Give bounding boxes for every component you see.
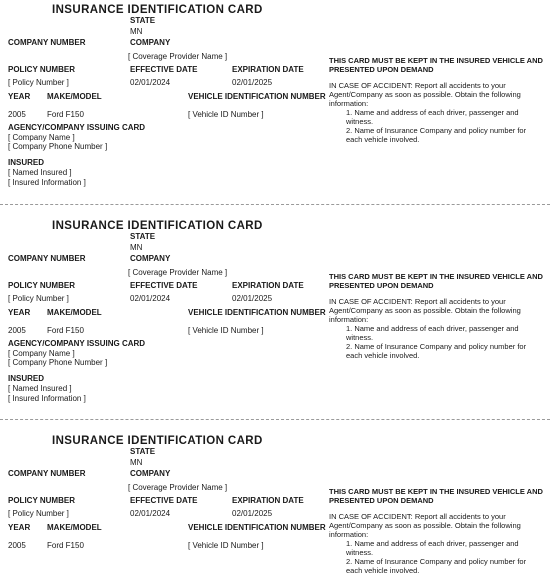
effective-date-value: 02/01/2024 [130, 509, 171, 518]
company-label: COMPANY [130, 254, 171, 263]
make-model-label: MAKE/MODEL [47, 92, 102, 101]
state-value: MN [130, 27, 143, 36]
policy-number-value: [ Policy Number ] [8, 509, 69, 518]
company-phone-value: [ Company Phone Number ] [8, 358, 108, 367]
company-number-label: COMPANY NUMBER [8, 38, 86, 47]
policy-number-value: [ Policy Number ] [8, 294, 69, 303]
effective-date-label: EFFECTIVE DATE [130, 496, 198, 505]
notice-intro: IN CASE OF ACCIDENT: Report all accidents to your Agent/Company as soon as possible. Obtain the following information: [329, 81, 521, 108]
year-value: 2005 [8, 110, 26, 119]
accident-notice [329, 56, 543, 144]
policy-number-value: [ Policy Number ] [8, 78, 69, 87]
expiration-date-value: 02/01/2025 [232, 509, 273, 518]
effective-date-label: EFFECTIVE DATE [130, 281, 198, 290]
policy-number-label: POLICY NUMBER [8, 65, 75, 74]
insured-label: INSURED [8, 374, 45, 383]
vin-label: VEHICLE IDENTIFICATION NUMBER [188, 92, 326, 101]
id-card-3 [0, 431, 550, 575]
make-model-value: Ford F150 [47, 541, 84, 550]
notice-item-2: 2. Name of Insurance Company and policy number for each vehicle involved. [346, 342, 527, 360]
card-title: INSURANCE IDENTIFICATION CARD [52, 4, 263, 16]
year-label: YEAR [8, 92, 31, 101]
company-phone-value: [ Company Phone Number ] [8, 142, 108, 151]
expiration-date-label: EXPIRATION DATE [232, 281, 304, 290]
state-label: STATE [130, 447, 156, 456]
insured-label: INSURED [8, 158, 45, 167]
make-model-label: MAKE/MODEL [47, 308, 102, 317]
year-value: 2005 [8, 541, 26, 550]
insured-information-value: [ Insured Information ] [8, 394, 86, 403]
policy-number-label: POLICY NUMBER [8, 281, 75, 290]
id-card-1 [0, 0, 550, 215]
year-value: 2005 [8, 326, 26, 335]
named-insured-value: [ Named Insured ] [8, 168, 72, 177]
notice-heading: THIS CARD MUST BE KEPT IN THE INSURED VEHICLE AND PRESENTED UPON DEMAND [329, 56, 543, 74]
coverage-provider-value: [ Coverage Provider Name ] [128, 52, 228, 61]
notice-intro: IN CASE OF ACCIDENT: Report all accidents to your Agent/Company as soon as possible. Obtain the following information: [329, 512, 521, 539]
coverage-provider-value: [ Coverage Provider Name ] [128, 483, 228, 492]
notice-item-1: 1. Name and address of each driver, passenger and witness. [346, 539, 519, 557]
effective-date-value: 02/01/2024 [130, 294, 171, 303]
state-label: STATE [130, 16, 156, 25]
company-name-value: [ Company Name ] [8, 133, 75, 142]
year-label: YEAR [8, 523, 31, 532]
state-label: STATE [130, 232, 156, 241]
expiration-date-label: EXPIRATION DATE [232, 496, 304, 505]
vin-value: [ Vehicle ID Number ] [188, 541, 264, 550]
notice-item-2: 2. Name of Insurance Company and policy number for each vehicle involved. [346, 126, 527, 144]
company-number-label: COMPANY NUMBER [8, 469, 86, 478]
company-label: COMPANY [130, 38, 171, 47]
expiration-date-label: EXPIRATION DATE [232, 65, 304, 74]
coverage-provider-value: [ Coverage Provider Name ] [128, 268, 228, 277]
year-label: YEAR [8, 308, 31, 317]
notice-item-2: 2. Name of Insurance Company and policy number for each vehicle involved. [346, 557, 527, 575]
agency-label: AGENCY/COMPANY ISSUING CARD [8, 339, 146, 348]
state-value: MN [130, 458, 143, 467]
notice-heading: THIS CARD MUST BE KEPT IN THE INSURED VEHICLE AND PRESENTED UPON DEMAND [329, 487, 543, 505]
id-card-2 [0, 216, 550, 431]
effective-date-value: 02/01/2024 [130, 78, 171, 87]
company-label: COMPANY [130, 469, 171, 478]
vin-label: VEHICLE IDENTIFICATION NUMBER [188, 523, 326, 532]
vin-value: [ Vehicle ID Number ] [188, 326, 264, 335]
vin-label: VEHICLE IDENTIFICATION NUMBER [188, 308, 326, 317]
card-title: INSURANCE IDENTIFICATION CARD [52, 220, 263, 232]
notice-intro: IN CASE OF ACCIDENT: Report all accidents to your Agent/Company as soon as possible. Obtain the following information: [329, 297, 521, 324]
vin-value: [ Vehicle ID Number ] [188, 110, 264, 119]
make-model-value: Ford F150 [47, 110, 84, 119]
cut-line [0, 204, 550, 205]
agency-label: AGENCY/COMPANY ISSUING CARD [8, 123, 146, 132]
make-model-value: Ford F150 [47, 326, 84, 335]
company-name-value: [ Company Name ] [8, 349, 75, 358]
make-model-label: MAKE/MODEL [47, 523, 102, 532]
effective-date-label: EFFECTIVE DATE [130, 65, 198, 74]
card-title: INSURANCE IDENTIFICATION CARD [52, 435, 263, 447]
notice-heading: THIS CARD MUST BE KEPT IN THE INSURED VEHICLE AND PRESENTED UPON DEMAND [329, 272, 543, 290]
insured-information-value: [ Insured Information ] [8, 178, 86, 187]
expiration-date-value: 02/01/2025 [232, 78, 273, 87]
state-value: MN [130, 243, 143, 252]
expiration-date-value: 02/01/2025 [232, 294, 273, 303]
notice-item-1: 1. Name and address of each driver, passenger and witness. [346, 108, 519, 126]
named-insured-value: [ Named Insured ] [8, 384, 72, 393]
policy-number-label: POLICY NUMBER [8, 496, 75, 505]
accident-notice [329, 487, 543, 575]
company-number-label: COMPANY NUMBER [8, 254, 86, 263]
cut-line [0, 419, 550, 420]
notice-item-1: 1. Name and address of each driver, passenger and witness. [346, 324, 519, 342]
accident-notice [329, 272, 543, 360]
